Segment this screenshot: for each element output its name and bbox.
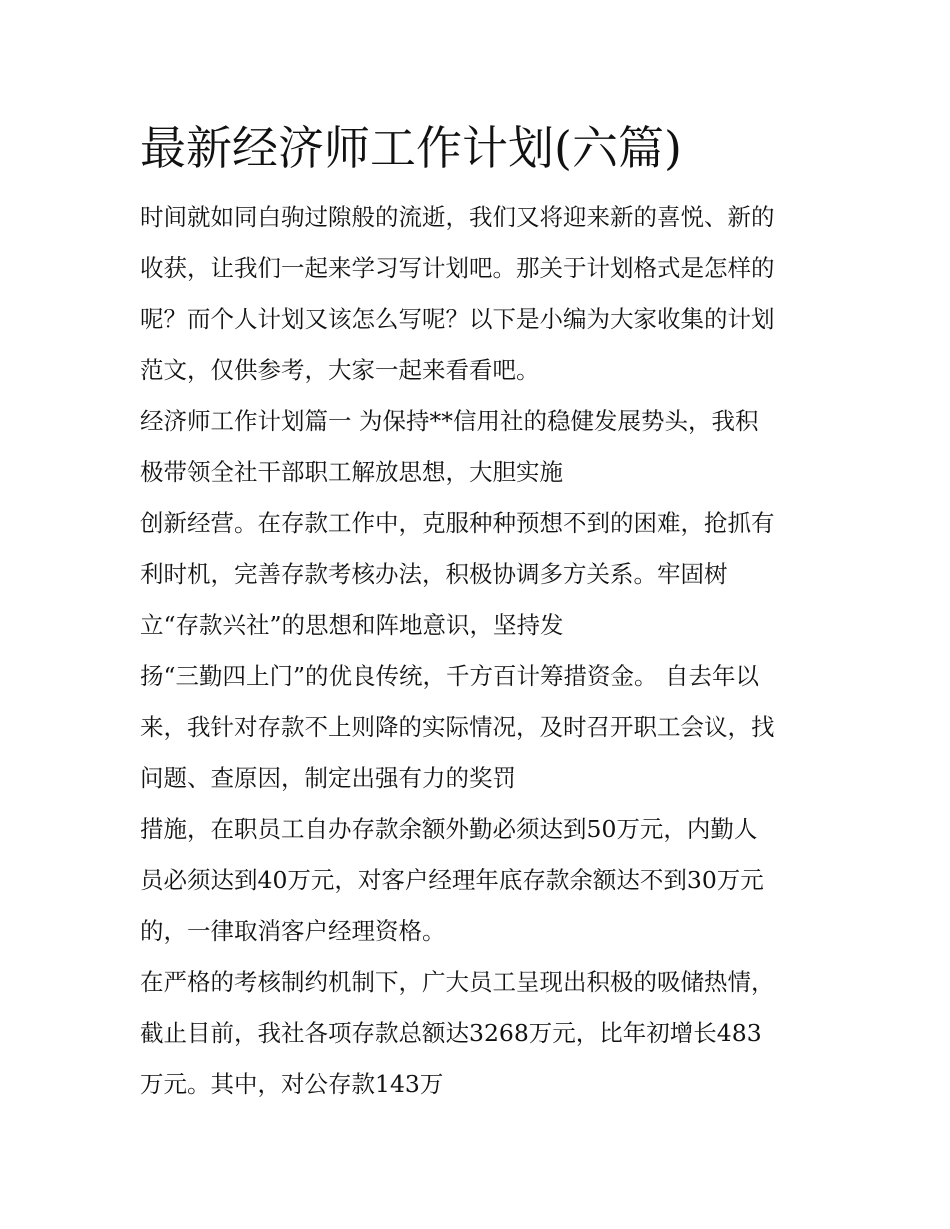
text-line: 极带领全社干部职工解放思想，大胆实施 [140, 458, 563, 486]
text-line: 截止目前，我社各项存款总额达3268万元，比年初增长483 [140, 1019, 762, 1047]
text-line: 问题、查原因，制定出强有力的奖罚 [140, 764, 516, 792]
text-line: 收获，让我们一起来学习写计划吧。那关于计划格式是怎样的 [140, 254, 775, 282]
text-line: 来，我针对存款不上则降的实际情况，及时召开职工会议，找 [140, 713, 775, 741]
text-line: 万元。其中，对公存款143万 [140, 1070, 444, 1098]
document-title: 最新经济师工作计划(六篇) [140, 121, 682, 175]
text-line: 利时机，完善存款考核办法，积极协调多方关系。牢固树 [140, 560, 728, 588]
text-line: 范文，仅供参考，大家一起来看看吧。 [140, 356, 540, 384]
text-line: 员必须达到40万元，对客户经理年底存款余额达不到30万元 [140, 866, 764, 894]
text-line: 立“存款兴社”的思想和阵地意识，坚持发 [140, 611, 564, 639]
text-line: 的，一律取消客户经理资格。 [140, 917, 446, 945]
text-line: 经济师工作计划篇一 为保持**信用社的稳健发展势头，我积 [140, 407, 759, 435]
text-line: 创新经营。在存款工作中，克服种种预想不到的困难，抢抓有 [140, 509, 775, 537]
text-line: 呢？而个人计划又该怎么写呢？以下是小编为大家收集的计划 [140, 305, 775, 333]
text-line: 时间就如同白驹过隙般的流逝，我们又将迎来新的喜悦、新的 [140, 203, 775, 231]
document-body [140, 112, 820, 1110]
text-line: 在严格的考核制约机制下，广大员工呈现出积极的吸储热情， [140, 968, 775, 996]
text-line: 措施，在职员工自办存款余额外勤必须达到50万元，内勤人 [140, 815, 758, 843]
text-line: 扬“三勤四上门”的优良传统，千方百计筹措资金。 自去年以 [140, 662, 759, 690]
